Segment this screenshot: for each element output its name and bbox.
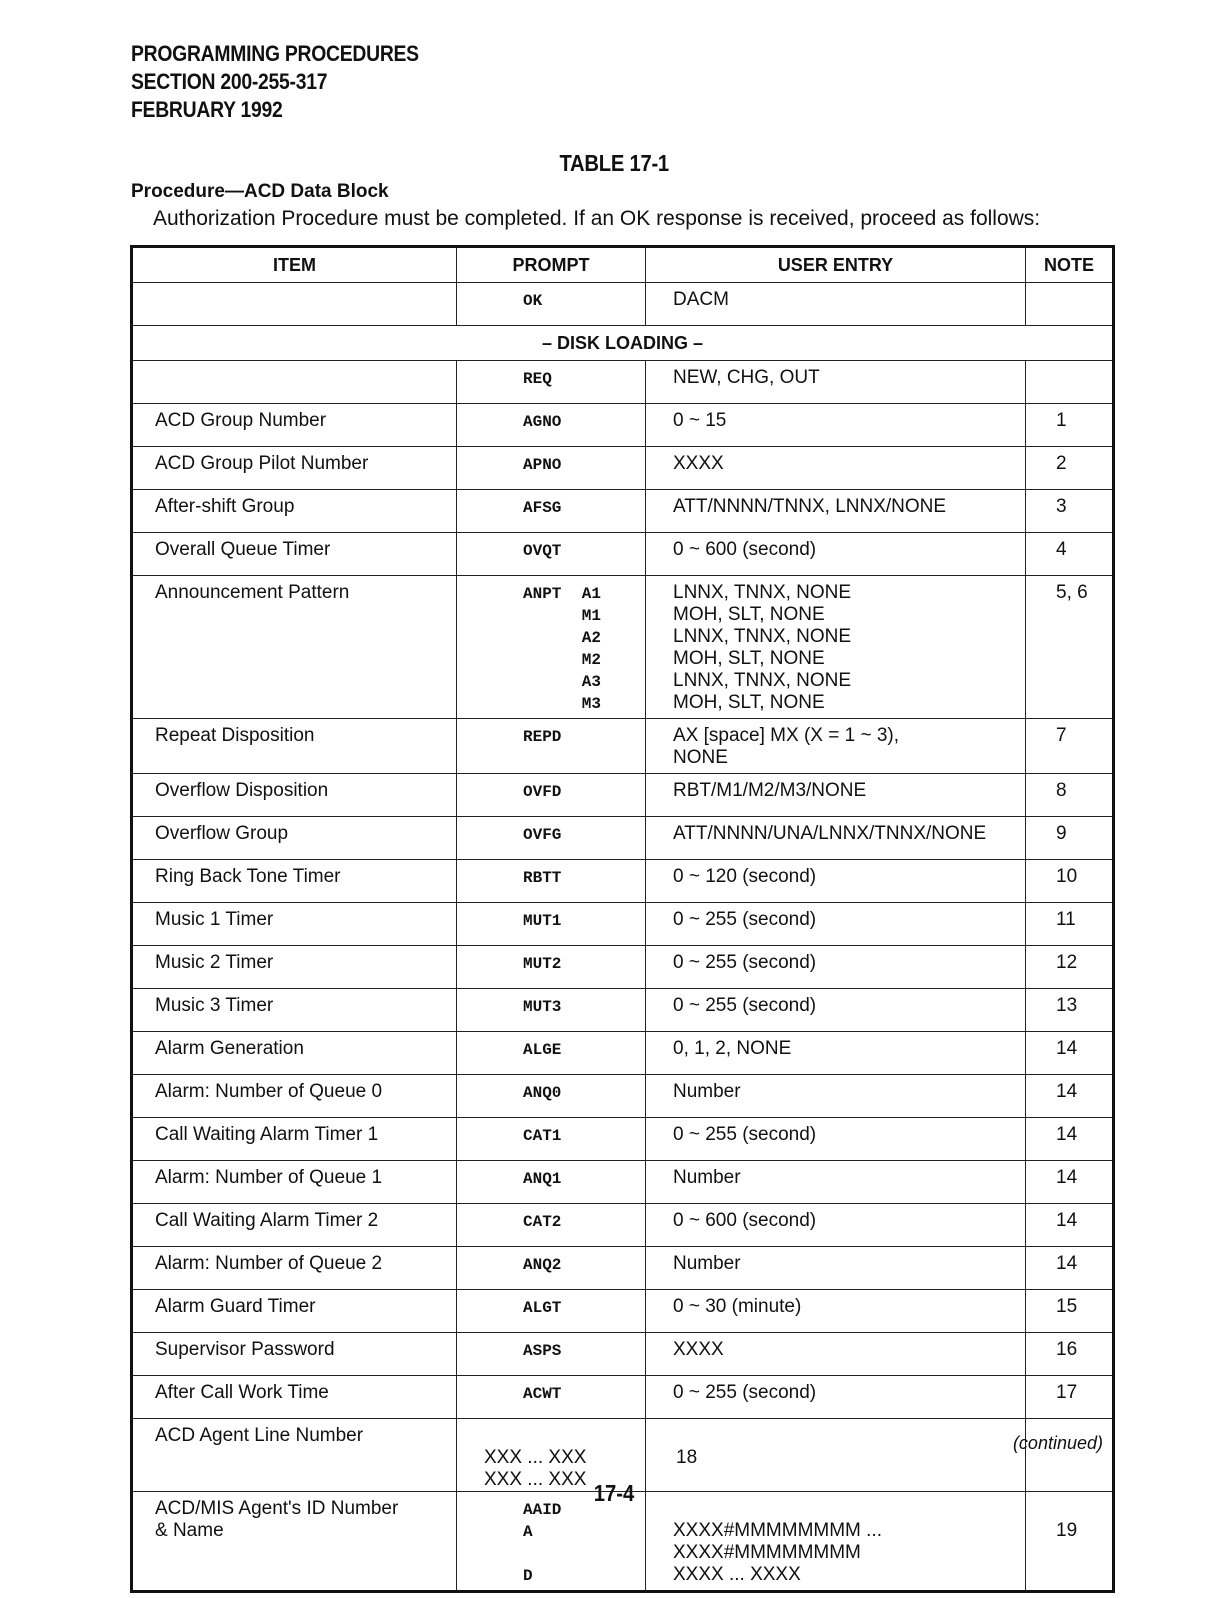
table-row	[132, 404, 1114, 447]
table-row	[132, 1290, 1114, 1333]
item-line: & Name	[155, 1520, 224, 1541]
prompt-cell: OVQT	[457, 533, 646, 576]
item-cell: After-shift Group	[132, 490, 457, 533]
prompt-cell: MUT3	[457, 989, 646, 1032]
note-cell: 8	[1026, 774, 1114, 817]
procedure-title: Procedure—ACD Data Block	[131, 181, 389, 202]
entry-cell: DACM	[646, 283, 1026, 326]
entry-line: LNNX, TNNX, NONE	[673, 626, 852, 647]
column-header-user-entry: USER ENTRY	[646, 247, 1026, 283]
prompt-sub: M2	[581, 651, 601, 669]
note-cell: 3	[1026, 490, 1114, 533]
prompt-sub: A3	[581, 673, 601, 691]
column-header-item: ITEM	[132, 247, 457, 283]
column-header-prompt: PROMPT	[457, 247, 646, 283]
entry-cell	[646, 576, 1026, 719]
prompt-cell: CAT1	[457, 1118, 646, 1161]
entry-cell: Number	[646, 1247, 1026, 1290]
note-cell: 2	[1026, 447, 1114, 490]
item-cell: Overflow Disposition	[132, 774, 457, 817]
item-cell: Announcement Pattern	[132, 576, 457, 719]
table-row-announcement-pattern	[132, 576, 1114, 719]
prompt-sub: A1	[581, 585, 601, 603]
prompt-cell: REPD	[457, 719, 646, 774]
item-cell: Overall Queue Timer	[132, 533, 457, 576]
entry-cell	[646, 719, 1026, 774]
item-line: ACD/MIS Agent's ID Number	[155, 1498, 399, 1519]
entry-cell: Number	[646, 1075, 1026, 1118]
note-cell: 14	[1026, 1032, 1114, 1075]
note-cell: 11	[1026, 903, 1114, 946]
entry-cell: 0 ~ 255 (second)	[646, 1376, 1026, 1419]
table-row	[132, 903, 1114, 946]
entry-cell: 0 ~ 600 (second)	[646, 533, 1026, 576]
table-row	[132, 1118, 1114, 1161]
table-row	[132, 1376, 1114, 1419]
item-cell: Supervisor Password	[132, 1333, 457, 1376]
table-header-row	[132, 247, 1114, 283]
prompt-cell: OVFD	[457, 774, 646, 817]
header-line-3: FEBRUARY 1992	[131, 97, 283, 122]
prompt-cell	[457, 576, 646, 719]
header-line-2: SECTION 200-255-317	[131, 69, 328, 94]
entry-cell: NEW, CHG, OUT	[646, 361, 1026, 404]
table-row	[132, 1032, 1114, 1075]
entry-line: LNNX, TNNX, NONE	[673, 582, 852, 603]
prompt-sub: D	[523, 1567, 533, 1585]
item-cell: Alarm Generation	[132, 1032, 457, 1075]
entry-cell: 0 ~ 255 (second)	[646, 1118, 1026, 1161]
entry-line: XXX ... XXX	[484, 1469, 587, 1490]
entry-cell: XXXX	[646, 447, 1026, 490]
table-row	[132, 1247, 1114, 1290]
entry-cell: XXXX	[646, 1333, 1026, 1376]
item-cell: ACD Group Number	[132, 404, 457, 447]
prompt-main: AAID	[523, 1501, 562, 1519]
note-cell: 14	[1026, 1075, 1114, 1118]
entry-line: MOH, SLT, NONE	[673, 692, 825, 713]
table-row	[132, 989, 1114, 1032]
entry-cell: 0 ~ 120 (second)	[646, 860, 1026, 903]
table-row	[132, 860, 1114, 903]
item-cell: Overflow Group	[132, 817, 457, 860]
intro-text: Authorization Procedure must be completed. If an OK response is received, proceed as follows:	[153, 207, 1041, 230]
section-label: – DISK LOADING –	[132, 326, 1114, 361]
note-cell: 14	[1026, 1247, 1114, 1290]
table-row	[132, 447, 1114, 490]
prompt-cell: AFSG	[457, 490, 646, 533]
prompt-line	[523, 649, 645, 671]
prompt-main: ANPT	[523, 585, 562, 603]
entry-cell: 0 ~ 30 (minute)	[646, 1290, 1026, 1333]
item-cell: Music 2 Timer	[132, 946, 457, 989]
table-row	[132, 490, 1114, 533]
item-cell: Ring Back Tone Timer	[132, 860, 457, 903]
prompt-cell: ALGE	[457, 1032, 646, 1075]
prompt-line	[523, 583, 645, 605]
prompt-sub: M1	[581, 607, 601, 625]
prompt-line	[523, 693, 645, 715]
prompt-line	[523, 627, 645, 649]
note-cell: 17	[1026, 1376, 1114, 1419]
item-cell: Music 3 Timer	[132, 989, 457, 1032]
table-row-req	[132, 361, 1114, 404]
item-cell: Call Waiting Alarm Timer 1	[132, 1118, 457, 1161]
prompt-cell: ACWT	[457, 1376, 646, 1419]
item-cell: Call Waiting Alarm Timer 2	[132, 1204, 457, 1247]
table-row	[132, 946, 1114, 989]
prompt-cell: MUT2	[457, 946, 646, 989]
table-row	[132, 533, 1114, 576]
entry-cell: 0 ~ 255 (second)	[646, 946, 1026, 989]
entry-line: XXXX#MMMMMMMM ...	[673, 1520, 882, 1541]
item-cell: Alarm: Number of Queue 1	[132, 1161, 457, 1204]
section-row-disk-loading	[132, 326, 1114, 361]
prompt-cell: MUT1	[457, 903, 646, 946]
note-cell: 10	[1026, 860, 1114, 903]
entry-cell: ATT/NNNN/TNNX, LNNX/NONE	[646, 490, 1026, 533]
item-cell: Alarm: Number of Queue 0	[132, 1075, 457, 1118]
header-line-1: PROGRAMMING PROCEDURES	[131, 41, 419, 66]
entry-line: LNNX, TNNX, NONE	[673, 670, 852, 691]
page-number: 17-4	[594, 1480, 635, 1506]
table-row-ok	[132, 283, 1114, 326]
prompt-sub: A2	[581, 629, 601, 647]
entry-cell: 0 ~ 255 (second)	[646, 903, 1026, 946]
prompt-cell: ANQ1	[457, 1161, 646, 1204]
prompt-cell: OK	[457, 283, 646, 326]
item-cell: ACD Agent Line Number	[132, 1419, 457, 1492]
item-cell: Repeat Disposition	[132, 719, 457, 774]
entry-line: MOH, SLT, NONE	[673, 648, 825, 669]
table-row-repeat-disposition	[132, 719, 1114, 774]
table-row	[132, 1161, 1114, 1204]
entry-line: XXX ... XXX	[484, 1447, 587, 1468]
note-cell: 15	[1026, 1290, 1114, 1333]
entry-line: AX [space] MX (X = 1 ~ 3),	[673, 725, 899, 746]
prompt-cell: OVFG	[457, 817, 646, 860]
note-cell: 13	[1026, 989, 1114, 1032]
item-cell: ACD Group Pilot Number	[132, 447, 457, 490]
note-value: 19	[1056, 1520, 1078, 1541]
continued-label: (continued)	[1012, 1433, 1103, 1453]
prompt-sub: M3	[581, 695, 601, 713]
table-row	[132, 1333, 1114, 1376]
entry-cell: 0 ~ 600 (second)	[646, 1204, 1026, 1247]
table-row	[132, 1204, 1114, 1247]
prompt-cell: APNO	[457, 447, 646, 490]
note-cell: 16	[1026, 1333, 1114, 1376]
item-cell: Alarm: Number of Queue 2	[132, 1247, 457, 1290]
document-header	[131, 40, 419, 124]
column-header-note: NOTE	[1026, 247, 1114, 283]
table-row	[132, 817, 1114, 860]
table-title: TABLE 17-1	[559, 150, 670, 176]
note-cell: 14	[1026, 1204, 1114, 1247]
item-cell: After Call Work Time	[132, 1376, 457, 1419]
entry-cell: Number	[646, 1161, 1026, 1204]
prompt-cell: AGNO	[457, 404, 646, 447]
note-cell: 14	[1026, 1161, 1114, 1204]
note-cell: 14	[1026, 1118, 1114, 1161]
prompt-spacer	[523, 1543, 645, 1565]
prompt-cell: ALGT	[457, 1290, 646, 1333]
prompt-sub: A	[523, 1523, 533, 1541]
prompt-cell: RBTT	[457, 860, 646, 903]
prompt-line	[523, 671, 645, 693]
table-row	[132, 774, 1114, 817]
note-cell: 7	[1026, 719, 1114, 774]
entry-line: XXXX ... XXXX	[673, 1564, 801, 1585]
entry-cell: ATT/NNNN/UNA/LNNX/TNNX/NONE	[646, 817, 1026, 860]
prompt-cell: ANQ2	[457, 1247, 646, 1290]
entry-line: NONE	[673, 747, 728, 768]
table-row	[132, 1075, 1114, 1118]
prompt-cell: ANQ0	[457, 1075, 646, 1118]
note-spacer	[676, 1425, 1025, 1447]
note-cell: 9	[1026, 817, 1114, 860]
item-cell: Alarm Guard Timer	[132, 1290, 457, 1333]
entry-spacer	[484, 1425, 645, 1447]
item-cell: Music 1 Timer	[132, 903, 457, 946]
entry-cell: RBT/M1/M2/M3/NONE	[646, 774, 1026, 817]
note-cell: 12	[1026, 946, 1114, 989]
note-cell: 4	[1026, 533, 1114, 576]
procedure-table	[130, 245, 1115, 1593]
prompt-line	[523, 605, 645, 627]
note-cell: 1	[1026, 404, 1114, 447]
note-cell: 5, 6	[1026, 576, 1114, 719]
entry-cell: 0 ~ 255 (second)	[646, 989, 1026, 1032]
prompt-cell: CAT2	[457, 1204, 646, 1247]
prompt-cell: ASPS	[457, 1333, 646, 1376]
entry-line: XXXX#MMMMMMMM	[673, 1542, 861, 1563]
note-value: 18	[676, 1447, 698, 1468]
entry-cell: 0, 1, 2, NONE	[646, 1032, 1026, 1075]
prompt-cell: REQ	[457, 361, 646, 404]
entry-cell: 0 ~ 15	[646, 404, 1026, 447]
entry-line: MOH, SLT, NONE	[673, 604, 825, 625]
